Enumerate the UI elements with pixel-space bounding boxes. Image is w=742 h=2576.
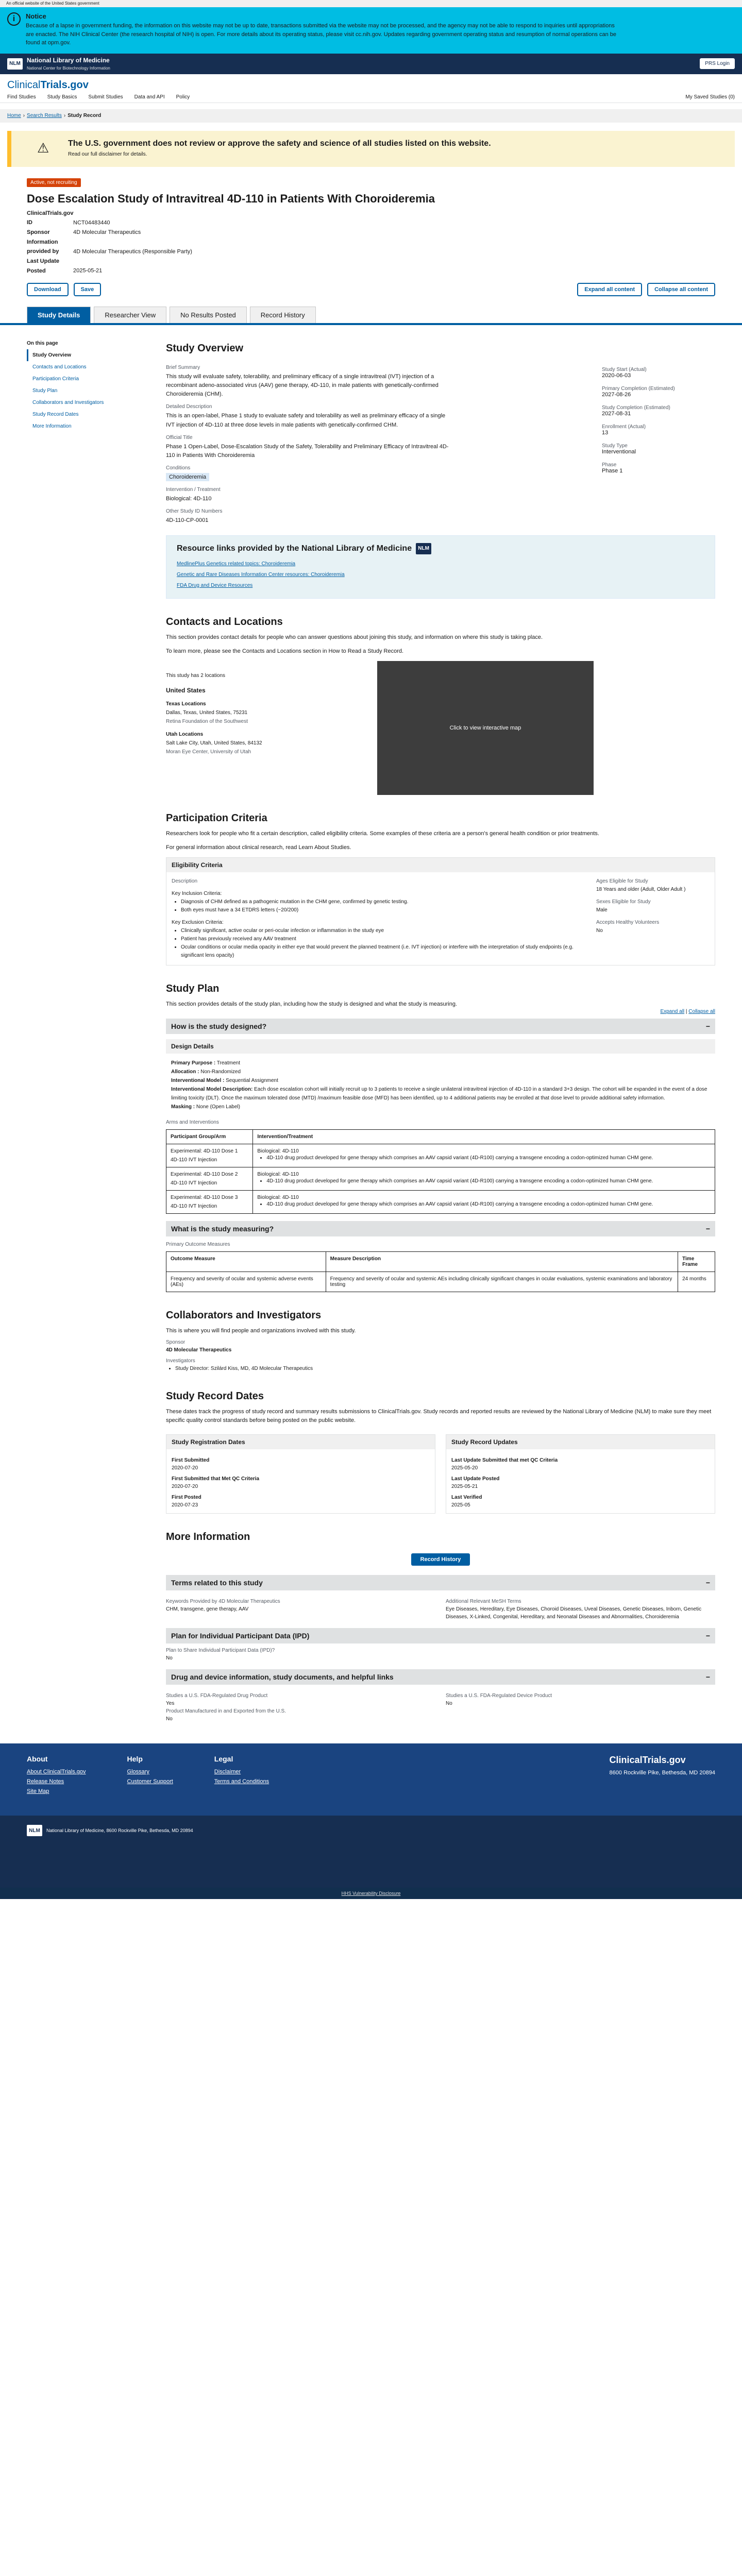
action-bar	[27, 283, 715, 296]
overview-heading: Study Overview	[166, 343, 244, 354]
study-title: Dose Escalation Study of Intravitreal 4D-110 in Patients With Choroideremia	[27, 192, 435, 205]
toc-item[interactable]: Contacts and Locations	[32, 364, 87, 370]
nlm-name[interactable]: National Library of Medicine	[27, 56, 110, 64]
nav-submit-studies[interactable]: Submit Studies	[88, 94, 123, 100]
footer-brand: ClinicalTrials.gov	[609, 1755, 686, 1766]
contacts-heading: Contacts and Locations	[166, 616, 283, 628]
footer-link[interactable]: Terms and Conditions	[214, 1778, 269, 1785]
disclaimer-text[interactable]: Read our full disclaimer for details.	[68, 151, 147, 157]
disclaimer-title: The U.S. government does not review or approve the safety and science of all studies listed on this website.	[68, 139, 491, 148]
intervention: Biological: 4D-110	[166, 495, 212, 502]
toc-item[interactable]: Participation Criteria	[32, 376, 79, 382]
notice-title: Notice	[26, 12, 46, 20]
record-history-button[interactable]: Record History	[411, 1553, 470, 1566]
detailed-description: This is an open-label, Phase 1 study to evaluate safety and tolerability as well as preliminary efficacy of a single IVT injection of 4D-110 at three dose levels in male patients with genetically-confirmed CHM.	[166, 413, 446, 428]
study-id: NCT04483440	[73, 219, 110, 226]
study-sponsor: 4D Molecular Therapeutics	[73, 229, 141, 235]
brief-summary: This study will evaluate safety, tolerability, and preliminary efficacy of a single intravitreal (IVT) injection of a recombinant adeno-associated virus (AAV) gene therapy, 4D-110, in male patients with genetically-confirmed Choroideremia (CHM).	[166, 374, 439, 398]
status-badge: Active, not recruiting	[27, 178, 81, 187]
accordion-designed[interactable]: How is the study designed? −	[166, 1019, 715, 1034]
table-row: Experimental: 4D-110 Dose 1 4D-110 IVT Injection Biological: 4D-110 • 4D-110 drug product developed for gene therapy which comprises an AAV capsid variant (4D-R100) carrying a transgene encoding a codon-optimized human CHM gene.	[166, 1144, 715, 1167]
location-item[interactable]: Salt Lake City, Utah, United States, 84132	[166, 740, 262, 747]
official-title: Phase 1 Open-Label, Dose-Escalation Study of the Safety, Tolerability and Preliminary Efficacy of Intravitreal 4D-110 in Patients With Choroideremia	[166, 443, 449, 459]
eligibility-card: Eligibility Criteria Description Key Inclusion Criteria: • Diagnosis of CHM defined as a pathogenic mutation in the CHM gene, confirmed by genetic testing. • Both eyes must have a 34 ETDRS letters (~20/200) Key Exclusion Criteria: • Clinically significant, active ocular or peri-ocular infection or inflammation in the study eye • Patient has previously received any AAV treatment • Ocular conditions or ocular media opacity in either eye that would prevent the planned treatment (i.e. IVT injection) or interfere with the interpretation of study endpoints (e.g. significant lens opacity) Ages Eligible for Study 18 Years and older (Adult, Older Adult ) Sexes Eligible for Study Male Accepts Healthy Volunteers No	[166, 857, 715, 965]
plan-collapse-all[interactable]: Collapse all	[688, 1009, 715, 1015]
toc-item[interactable]: Study Record Dates	[32, 412, 79, 418]
accordion-terms[interactable]: Terms related to this study −	[166, 1575, 715, 1590]
resource-link[interactable]: Genetic and Rare Diseases Information Center resources: Choroideremia	[177, 571, 345, 578]
nav-saved-studies[interactable]: My Saved Studies (0)	[685, 94, 735, 100]
overview-sidebar: Study Start (Actual) 2020-06-03 Primary Completion (Estimated) 2027-08-26 Study Completion (Estimated) 2027-08-31 Enrollment (Actual) 13 Study Type Interventional Phase Phase 1	[602, 367, 675, 474]
nav-study-basics[interactable]: Study Basics	[47, 94, 77, 100]
top-nav	[7, 94, 735, 100]
tab-record-history[interactable]: Record History	[250, 307, 316, 323]
nav-data-api[interactable]: Data and API	[134, 94, 165, 100]
notice-text: Because of a lapse in government funding, the information on this website may not be up to date, transactions submitted via the website may not be processed, and the agency may not be able to respond to inquiries until appropriations are enacted. The NIH Clinical Center (the research hospital of NIH) is open. For more details about its operating status, please visit cc.nih.gov. Updates regarding government operating status and resumption of normal operations can be found at opm.gov.	[26, 23, 617, 46]
collapse-icon: −	[705, 1225, 710, 1233]
tab-bar	[0, 307, 742, 325]
location-map[interactable]: Click to view interactive map	[377, 661, 594, 795]
toc-item[interactable]: Study Plan	[32, 388, 58, 394]
collapse-all-button[interactable]: Collapse all content	[647, 283, 715, 296]
collab-heading: Collaborators and Investigators	[166, 1310, 322, 1321]
other-id: 4D-110-CP-0001	[166, 517, 209, 523]
arms-table: Participant Group/Arm Intervention/Treatment Experimental: 4D-110 Dose 1 4D-110 IVT Injection Biological: 4D-110 • 4D-110 drug product developed for gene therapy which comprises an AAV capsid variant (4D-R100) carrying a transgene encoding a codon-optimized human CHM gene. Experimental: 4D-110 Dose 2 4D-110 IVT Injection Biological: 4D-110 • 4D-110 drug product developed for gene therapy which comprises an AAV capsid variant (4D-R100) carrying a transgene encoding a codon-optimized human CHM gene. Experimental: 4D-110 Dose 3 4D-110 IVT Injection Biological: 4D-110 • 4D-110 drug product developed for gene therapy which comprises an AAV capsid variant (4D-R100) carrying a transgene encoding a codon-optimized human CHM gene.	[166, 1129, 715, 1214]
table-row: Experimental: 4D-110 Dose 3 4D-110 IVT Injection Biological: 4D-110 • 4D-110 drug product developed for gene therapy which comprises an AAV capsid variant (4D-R100) carrying a transgene encoding a codon-optimized human CHM gene.	[166, 1191, 715, 1214]
crumb-home[interactable]: Home	[7, 112, 21, 118]
more-heading: More Information	[166, 1531, 250, 1543]
criteria-heading: Participation Criteria	[166, 812, 267, 824]
notice-banner	[0, 7, 742, 54]
plan-heading: Study Plan	[166, 982, 220, 994]
condition-tag[interactable]: Choroideremia	[166, 473, 209, 481]
warning-icon: ⚠	[37, 140, 49, 156]
table-row: Frequency and severity of ocular and systemic adverse events (AEs) Frequency and severity of ocular and systemic AEs including clinically significant changes in ocular evaluations, systemic examinations and laboratory testing 24 months	[166, 1272, 715, 1292]
site-header	[0, 74, 742, 103]
nlm-sub: National Center for Biotechnology Information	[27, 65, 110, 71]
nlm-logo-icon: NLM	[416, 543, 431, 554]
toc-item[interactable]: Study Overview	[27, 349, 130, 361]
nlm-header	[0, 54, 742, 74]
info-icon: i	[7, 12, 21, 26]
footer-link[interactable]: Release Notes	[27, 1778, 64, 1785]
site-logo[interactable]: ClinicalTrials.gov	[7, 79, 89, 91]
tab-researcher-view[interactable]: Researcher View	[94, 307, 166, 323]
prs-login-button[interactable]: PRS Login	[700, 58, 735, 69]
study-info: 4D Molecular Therapeutics (Responsible Party)	[73, 248, 192, 255]
dates-heading: Study Record Dates	[166, 1391, 264, 1402]
table-row: Experimental: 4D-110 Dose 2 4D-110 IVT Injection Biological: 4D-110 • 4D-110 drug product developed for gene therapy which comprises an AAV capsid variant (4D-R100) carrying a transgene encoding a codon-optimized human CHM gene.	[166, 1167, 715, 1191]
accordion-drug[interactable]: Drug and device information, study documents, and helpful links −	[166, 1669, 715, 1685]
footer-link[interactable]: Glossary	[127, 1769, 149, 1775]
footer-link[interactable]: About ClinicalTrials.gov	[27, 1769, 86, 1775]
crumb-current: Study Record	[68, 112, 102, 118]
collapse-icon: −	[705, 1673, 710, 1682]
collapse-icon: −	[705, 1022, 710, 1031]
gov-banner: An official website of the United States government	[0, 0, 742, 7]
footer-link[interactable]: Customer Support	[127, 1778, 173, 1785]
footer-link[interactable]: Disclaimer	[214, 1769, 241, 1775]
expand-all-button[interactable]: Expand all content	[577, 283, 642, 296]
location-item[interactable]: Dallas, Texas, United States, 75231	[166, 710, 248, 716]
resource-link[interactable]: FDA Drug and Device Resources	[177, 582, 253, 588]
breadcrumb: Home › Search Results › Study Record	[0, 109, 742, 123]
resource-links: Resource links provided by the National Library of Medicine NLM MedlinePlus Genetics related topics: Choroideremia Genetic and Rare Diseases Information Center resources: Choroideremia FDA Drug and Device Resources	[166, 535, 715, 599]
outcome-table: Outcome Measure Measure Description Time Frame Frequency and severity of ocular and systemic adverse events (AEs) Frequency and severity of ocular and systemic AEs including clinically significant changes in ocular evaluations, systemic examinations and laboratory testing 24 months	[166, 1251, 715, 1292]
crumb-search[interactable]: Search Results	[27, 112, 62, 118]
resource-link[interactable]: MedlinePlus Genetics related topics: Choroideremia	[177, 561, 296, 567]
nlm-logo-icon: NLM	[27, 1825, 42, 1836]
disclaimer-alert	[7, 131, 735, 167]
tab-study-details[interactable]: Study Details	[27, 307, 91, 323]
collapse-icon: −	[705, 1632, 710, 1640]
nlm-logo-icon: NLM	[7, 58, 23, 70]
hhs-link[interactable]: HHS Vulnerability Disclosure	[341, 1891, 401, 1896]
footer-link[interactable]: Site Map	[27, 1788, 49, 1794]
page-toc: On this page Study Overview Contacts and Locations Participation Criteria Study Plan Collaborators and Investigators Study Record Dates More Information	[27, 325, 130, 1723]
site-footer: About About ClinicalTrials.gov Release Notes Site Map Help Glossary Customer Support Legal Disclaimer Terms and Conditions ClinicalTrials.gov 8600 Rockville Pike, Bethesda, MD 20894 NLM National Library of Medicine, 8600 Rockville Pike, Bethesda, MD 20894 HHS Vulnerability Disclosure	[0, 1743, 742, 1899]
accordion-measuring[interactable]: What is the study measuring? −	[166, 1221, 715, 1236]
nav-policy[interactable]: Policy	[176, 94, 190, 100]
study-header: Active, not recruiting Dose Escalation Study of Intravitreal 4D-110 in Patients With Choroideremia ClinicalTrials.gov ID NCT04483440 Sponsor 4D Molecular Therapeutics Information provided by 4D Molecular Therapeutics (Responsible Party) Last Update Posted 2025-05-21	[0, 167, 742, 276]
save-button[interactable]: Save	[74, 283, 102, 296]
study-updated: 2025-05-21	[73, 267, 103, 274]
plan-expand-all[interactable]: Expand all	[660, 1009, 685, 1015]
accordion-ipd[interactable]: Plan for Individual Participant Data (IPD) −	[166, 1628, 715, 1643]
nav-find-studies[interactable]: Find Studies	[7, 94, 36, 100]
toc-item[interactable]: Collaborators and Investigators	[32, 400, 104, 406]
tab-results[interactable]: No Results Posted	[170, 307, 247, 323]
collapse-icon: −	[705, 1579, 710, 1587]
download-button[interactable]: Download	[27, 283, 69, 296]
toc-item[interactable]: More Information	[32, 423, 72, 430]
